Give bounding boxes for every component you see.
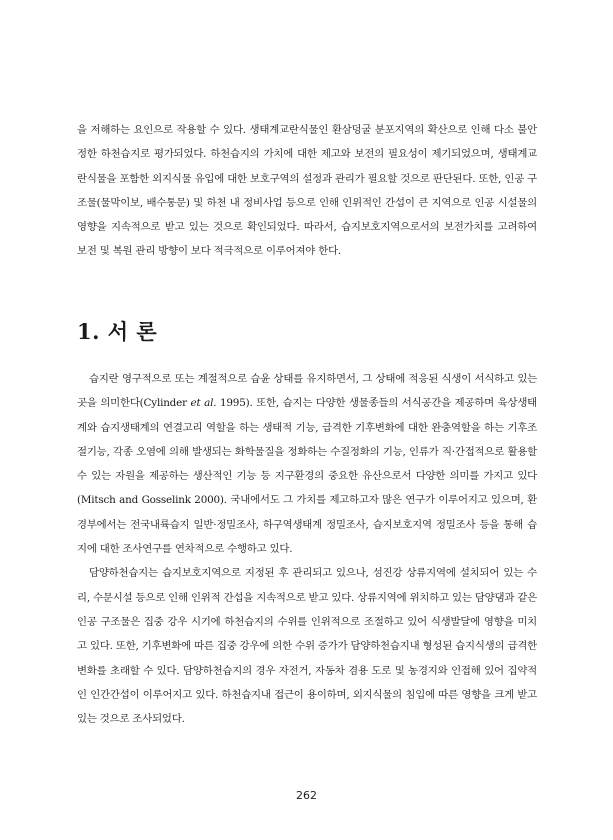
introduction-paragraph-2: 담양하천습지는 습지보호지역으로 지정된 후 관리되고 있으나, 섬진강 상류지역에 설치되어 있는 수리, 수문시설 등으로 인해 인위적 간섭을 지속적으로 받고 있다. 상류지역에 위치하고 있는 담양댐과 같은 인공 구조물은 집중 강우 시기에 하천습지의 수위를 인위적으로 조절하고 있어 식생발달에 영향을 미치고 있다. 또한, 기후변화에 따른 집중 강우에 의한 수위 증가가 담양하천습지내 형성된 습지식생의 급격한 변화를 초래할 수 있다. 담양하천습지의 경우 자전거, 자동차 겸용 도로 및 농경지와 인접해 있어 집약적인 인간간섭이 이루어지고 있다. 하천습지내 접근이 용이하며, 외지식물의 침입에 따른 영향을 크게 받고 있는 것으로 조사되었다. — [77, 567, 537, 726]
paragraph-1-part-a: 습지란 영구적으로 또는 계절적으로 습윤 상태를 유지하면서, 그 상태에 적응된 식생이 서식하고 있는 곳을 의미한다(Cylinder — [77, 373, 537, 410]
paragraph-1-part-b: 1995). 또한, 습지는 다양한 생물종들의 서식공간을 제공하며 육상생태계와 습지생태계의 연결고리 역할을 하는 생태적 기능, 급격한 기후변화에 대한 완충역할을 하는 기후조절기능, 각종 오염에 의해 발생되는 화학물질을 정화하는 수질정화의 기능, 인류가 직·간접적으로 활용할 수 있는 자원을 제공하는 생산적인 기능 등 지구환경의 중요한 유산으로서 다양한 의미를 가지고 있다(Mitsch and Gosselink 2000). 국내에서도 그 가치를 제고하고자 많은 연구가 이루어지고 있으며, 환경부에서는 전국내륙습지 일반·정밀조사, 하구역생태계 정밀조사, 습지보호지역 정밀조사 등을 통해 습지에 대한 조사연구를 연차적으로 수행하고 있다. — [77, 397, 537, 556]
page-number: 262 — [296, 789, 317, 802]
introduction-body — [77, 367, 537, 731]
abstract-continuation: 을 저해하는 요인으로 작용할 수 있다. 생태계교란식물인 환삼덩굴 분포지역의 확산으로 인해 다소 불안정한 하천습지로 평가되었다. 하천습지의 가치에 대한 제고와 보전의 필요성이 제기되었으며, 생태계교란식물을 포함한 외지식물 유입에 대한 보호구역의 설정과 관리가 필요할 것으로 판단된다. 또한, 인공 구조물(물막이보, 배수통문) 및 하천 내 정비사업 등으로 인해 인위적인 간섭이 큰 지역으로 인공 시설물의 영향을 지속적으로 받고 있는 것으로 확인되었다. 따라서, 습지보호지역으로서의 보전가치를 고려하여 보전 및 복원 관리 방향이 보다 적극적으로 이루어져야 한다. — [77, 124, 537, 258]
section-heading-introduction: 1. 서 론 — [77, 319, 158, 344]
citation-et-al: et al. — [190, 397, 217, 410]
introduction-paragraph-1 — [77, 367, 537, 561]
